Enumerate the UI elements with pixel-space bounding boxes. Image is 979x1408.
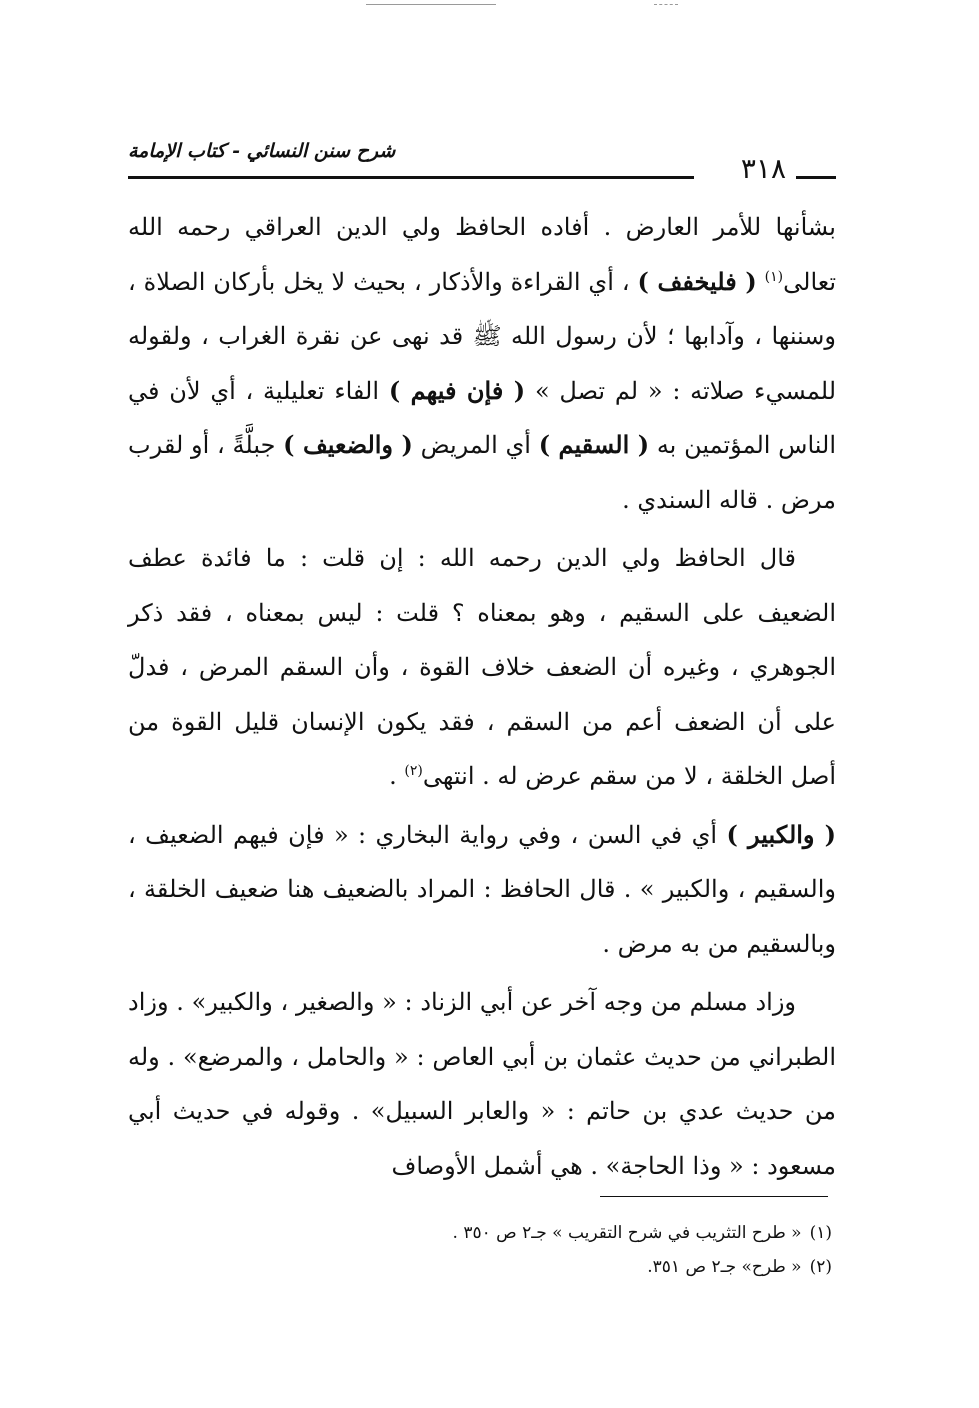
footnote xyxy=(300,1250,832,1284)
matn-keyword: ( السقيم ) xyxy=(538,430,650,459)
page-number: ٣١٨ xyxy=(740,152,786,185)
paragraph-text: وزاد مسلم من وجه آخر عن أبي الزناد : « والصغير ، والكبير» . وزاد الطبراني من حديث عثمان بن أبي العاص : « والحامل ، والمرضع» . وله من حديث عدي بن حاتم : « والعابر السبيل» . وقوله في حديث أبي مسعود : « وذا الحاجة» . هي أشمل الأوصاف xyxy=(128,988,836,1180)
paragraph-text: بشأنها للأمر العارض . أفاده الحافظ ولي الدين العراقي رحمه الله تعالى xyxy=(128,213,837,296)
paragraph-text: أي المريض xyxy=(412,431,539,459)
footnote xyxy=(300,1216,832,1250)
running-title: شرح سنن النسائي - كتاب الإمامة xyxy=(128,140,396,162)
footnote-separator xyxy=(600,1196,828,1197)
page-number-dash xyxy=(796,176,836,179)
paragraph-text: . xyxy=(389,762,405,790)
footnote-text: « طرح» جـ٢ ص ٣٥١. xyxy=(647,1257,802,1277)
paragraph xyxy=(128,975,836,1193)
footnotes xyxy=(300,1216,832,1284)
paragraph-text xyxy=(757,268,765,296)
footnote-ref: (١) xyxy=(764,268,784,285)
paragraph-text: الفاء تعليلية ، أي لأن في الناس المؤتمين به xyxy=(128,376,836,459)
footnote-number: (٢) xyxy=(809,1257,832,1277)
footnote-ref: (٢) xyxy=(404,763,423,779)
paragraph-text: أي في السن ، وفي رواية البخاري : « فإن فيهم الضعيف ، والسقيم ، والكبير » . قال الحافظ : المراد بالضعيف هنا ضعيف الخلقة ، وبالسقيم من به مرض . xyxy=(128,820,836,958)
paragraph xyxy=(128,531,836,804)
matn-keyword: ( والكبير ) xyxy=(726,819,836,849)
paragraph-text: جبلَّةً ، أو لقرب مرض . قاله السندي . xyxy=(128,431,836,514)
matn-keyword: ( فليخفف ) xyxy=(637,266,757,296)
paragraph-text: قال الحافظ ولي الدين رحمه الله : إن قلت : ما فائدة عطف الضعيف على السقيم ، وهو بمعناه ؟ قلت : ليس بمعناه ، فقد ذكر الجوهري ، وغيره أن الضعف خلاف القوة ، وأن السقم المرض ، فدلّ على أن الضعف أعم من السقم ، فقد يكون الإنسان قليل القوة من أصل الخلقة ، لا من سقم عرض له . انتهى xyxy=(128,544,836,790)
paragraph xyxy=(128,200,836,527)
top-scan-marks xyxy=(360,2,700,10)
main-text xyxy=(128,200,836,1193)
matn-keyword: ( والضعيف ) xyxy=(283,430,413,459)
footnote-number: (١) xyxy=(809,1223,832,1243)
top-mark-line xyxy=(366,4,496,5)
footnote-text: « طرح التثريب في شرح التقريب » جـ٢ ص ٣٥٠ . xyxy=(452,1223,802,1243)
header-rule xyxy=(128,176,694,179)
paragraph xyxy=(128,808,836,972)
paragraph-text: ، أي القراءة والأذكار ، بحيث لا يخل بأركان الصلاة ، وسننها ، وآدابها ؛ لأن رسول الله ﷺ قد نهى عن نقرة الغراب ، ولقوله للمسيء صلاته : « لم تصل » xyxy=(128,267,837,405)
matn-keyword: ( فإن فيهم ) xyxy=(388,375,526,405)
page-header xyxy=(128,136,836,188)
top-mark-dash xyxy=(654,4,678,5)
